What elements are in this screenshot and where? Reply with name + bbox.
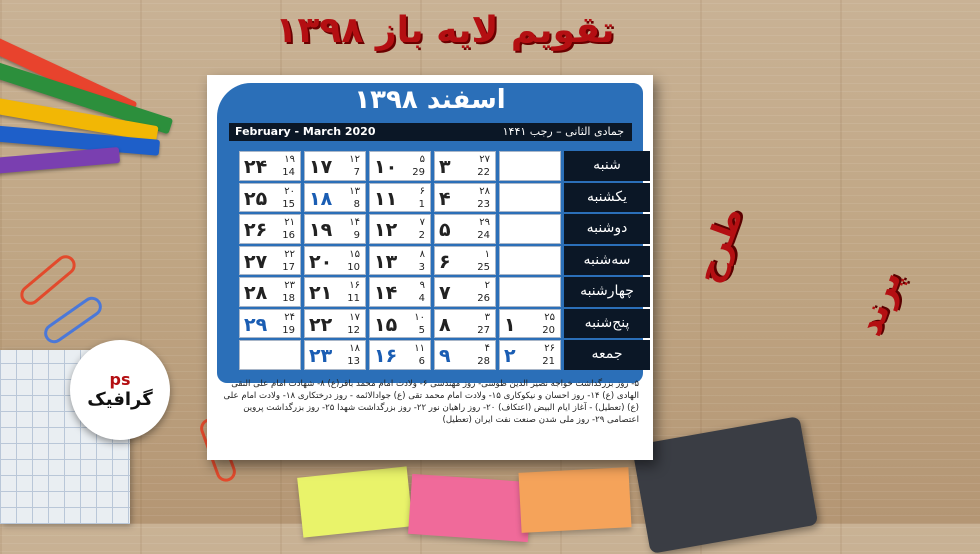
jalali-day: ۱۳ (374, 250, 398, 273)
hijri-day: ۲۵ (544, 311, 555, 323)
jalali-day: ۱۶ (374, 345, 398, 367)
jalali-day: ۱۴ (374, 282, 398, 304)
day-cell (304, 277, 366, 307)
gregorian-day: 12 (347, 324, 360, 336)
jalali-day: ۲۹ (244, 313, 268, 336)
jalali-day: ۱۰ (374, 156, 398, 178)
day-cell (369, 151, 431, 181)
day-cell (239, 340, 301, 370)
calculator-decoration (632, 416, 819, 554)
gregorian-day: 23 (477, 198, 490, 210)
day-cell (499, 246, 561, 276)
day-cell (369, 309, 431, 339)
jalali-day: ۶ (439, 250, 451, 273)
jalali-day: ۲۳ (309, 345, 333, 367)
gregorian-day: 8 (353, 198, 360, 210)
gregorian-day: 29 (412, 167, 425, 178)
day-cell (369, 246, 431, 276)
hijri-day: ۶ (419, 185, 425, 197)
gregorian-day: 26 (477, 293, 490, 304)
day-cell (499, 151, 561, 181)
day-cell (499, 277, 561, 307)
side-label: طرح پرند (687, 201, 910, 342)
hijri-day: ۱۵ (349, 248, 360, 260)
jalali-day: ۱۸ (309, 187, 333, 210)
day-cell (239, 246, 301, 276)
gregorian-day: 22 (477, 167, 490, 178)
day-cell (434, 309, 496, 339)
jalali-day: ۲۵ (244, 187, 268, 210)
gregorian-day: 16 (282, 230, 295, 241)
day-cell (304, 340, 366, 370)
jalali-day: ۲۷ (244, 250, 268, 273)
jalali-day: ۲ (504, 345, 516, 367)
logo-mark: ps (109, 370, 131, 389)
hijri-day: ۲۳ (284, 280, 295, 291)
gregorian-range: February - March 2020 (235, 125, 376, 138)
hijri-day: ۹ (419, 280, 425, 291)
day-cell (434, 277, 496, 307)
hijri-day: ۲۲ (284, 248, 295, 260)
gregorian-day: 6 (418, 356, 425, 367)
gregorian-day: 3 (418, 261, 425, 273)
gregorian-day: 15 (282, 198, 295, 210)
sticky-note-decoration (519, 467, 632, 533)
pencils-decoration (0, 0, 200, 200)
hijri-day: ۱۷ (349, 311, 360, 323)
day-cell (239, 183, 301, 213)
weekday-label: پنج‌شنبه (564, 309, 650, 339)
hijri-day: ۱۶ (349, 280, 360, 291)
hijri-range: جمادی الثانی – رجب ۱۴۴۱ (502, 125, 624, 138)
gregorian-day: 4 (418, 293, 425, 304)
brand-logo (70, 340, 170, 440)
jalali-day: ۹ (439, 345, 451, 367)
jalali-day: ۳ (439, 156, 451, 178)
day-cell (499, 183, 561, 213)
hijri-day: ۲۶ (544, 343, 555, 354)
gregorian-day: 27 (477, 324, 490, 336)
hijri-day: ۴ (484, 343, 490, 354)
gregorian-day: 28 (477, 356, 490, 367)
weekday-label: دوشنبه (564, 214, 650, 244)
weekday-label: سه‌شنبه (564, 246, 650, 276)
jalali-day: ۱۷ (309, 156, 333, 178)
gregorian-day: 7 (353, 167, 360, 178)
day-cell (369, 340, 431, 370)
jalali-day: ۲۶ (244, 219, 268, 241)
hijri-day: ۲۹ (479, 217, 490, 228)
day-cell (499, 309, 561, 339)
jalali-day: ۴ (439, 187, 451, 210)
gregorian-day: 17 (282, 261, 295, 273)
gregorian-day: 13 (347, 356, 360, 367)
hijri-day: ۲۱ (284, 217, 295, 228)
gregorian-day: 5 (418, 324, 425, 336)
day-cell (239, 214, 301, 244)
sticky-note-decoration (408, 474, 532, 542)
jalali-day: ۱۹ (309, 219, 333, 241)
gregorian-day: 11 (347, 293, 360, 304)
jalali-day: ۲۲ (309, 313, 333, 336)
gregorian-day: 9 (353, 230, 360, 241)
jalali-day: ۱ (504, 313, 516, 336)
day-cell (434, 246, 496, 276)
day-cell (369, 214, 431, 244)
paperclip-decoration (40, 293, 106, 347)
page-title: تقویم لایه باز ۱۳۹۸ (275, 10, 615, 51)
weekday-label: یکشنبه (564, 183, 650, 213)
hijri-day: ۲۴ (284, 311, 295, 323)
calendar-card (207, 75, 653, 460)
jalali-day: ۸ (439, 313, 451, 336)
day-cell (434, 214, 496, 244)
day-cell (369, 183, 431, 213)
gregorian-day: 21 (542, 356, 555, 367)
day-cell (434, 183, 496, 213)
hijri-day: ۲۷ (479, 154, 490, 165)
jalali-day: ۱۱ (374, 187, 398, 210)
calendar-frame (217, 83, 643, 383)
weekday-label: جمعه (564, 340, 650, 370)
jalali-day: ۲۴ (244, 156, 268, 178)
hijri-day: ۲۸ (479, 185, 490, 197)
hijri-day: ۱۸ (349, 343, 360, 354)
sticky-note-decoration (297, 466, 413, 537)
hijri-day: ۱۳ (349, 185, 360, 197)
day-cell (434, 340, 496, 370)
jalali-day: ۱۲ (374, 219, 398, 241)
paperclip-decoration (16, 251, 79, 309)
day-cell (304, 183, 366, 213)
gregorian-day: 10 (347, 261, 360, 273)
day-cell (434, 151, 496, 181)
gregorian-day: 2 (418, 230, 425, 241)
day-cell (499, 214, 561, 244)
day-cell (304, 151, 366, 181)
day-cell (304, 214, 366, 244)
day-cell (499, 340, 561, 370)
day-cell (304, 246, 366, 276)
logo-brand: گرافیک (87, 389, 153, 410)
jalali-day: ۷ (439, 282, 451, 304)
hijri-day: ۵ (419, 154, 425, 165)
day-cell (304, 309, 366, 339)
hijri-day: ۳ (484, 311, 490, 323)
day-cell (239, 277, 301, 307)
gregorian-day: 19 (282, 324, 295, 336)
calendar-grid (239, 151, 639, 371)
day-cell (239, 309, 301, 339)
hijri-day: ۱ (484, 248, 490, 260)
gregorian-day: 25 (477, 261, 490, 273)
hijri-day: ۱۴ (349, 217, 360, 228)
jalali-day: ۱۵ (374, 313, 398, 336)
hijri-day: ۷ (419, 217, 425, 228)
weekday-label: چهارشنبه (564, 277, 650, 307)
jalali-day: ۵ (439, 219, 451, 241)
hijri-day: ۲۰ (284, 185, 295, 197)
jalali-day: ۲۸ (244, 282, 268, 304)
day-cell (369, 277, 431, 307)
jalali-day: ۲۱ (309, 282, 333, 304)
hijri-day: ۲ (484, 280, 490, 291)
gregorian-day: 18 (282, 293, 295, 304)
month-title: اسفند ۱۳۹۸ (354, 85, 506, 115)
hijri-day: ۸ (419, 248, 425, 260)
hijri-day: ۱۲ (349, 154, 360, 165)
gregorian-day: 14 (282, 167, 295, 178)
jalali-day: ۲۰ (309, 250, 333, 273)
hijri-day: ۱۹ (284, 154, 295, 165)
occasions-notes: ۵- روز بزرگداشت خواجه نصیر الدین طوسی- روز مهندسی ۶- ولادت امام محمد باقر(ع) ۸- شهادت امام علی النقی الهادی (ع) ۱۴- روز احسان و نیکوکاری ۱۵- ولادت امام محمد تقی (ع) جوادالائمه - روز درختکاری ۱۸- ولادت امام علی (ع) (تعطیل) - آغاز ایام البیض (اعتکاف) ۲۰- روز راهیان نور ۲۲- روز بزرگداشت شهدا ۲۵- روز بزرگداشت پروین اعتصامی ۲۹- روز ملی شدن صنعت نفت ایران (تعطیل) (223, 379, 639, 425)
gregorian-day: 20 (542, 324, 555, 336)
calendar-strip (229, 123, 632, 141)
day-cell (239, 151, 301, 181)
hijri-day: ۱۰ (414, 311, 425, 323)
hijri-day: ۱۱ (414, 343, 425, 354)
weekday-label: شنبه (564, 151, 650, 181)
gregorian-day: 1 (418, 198, 425, 210)
gregorian-day: 24 (477, 230, 490, 241)
